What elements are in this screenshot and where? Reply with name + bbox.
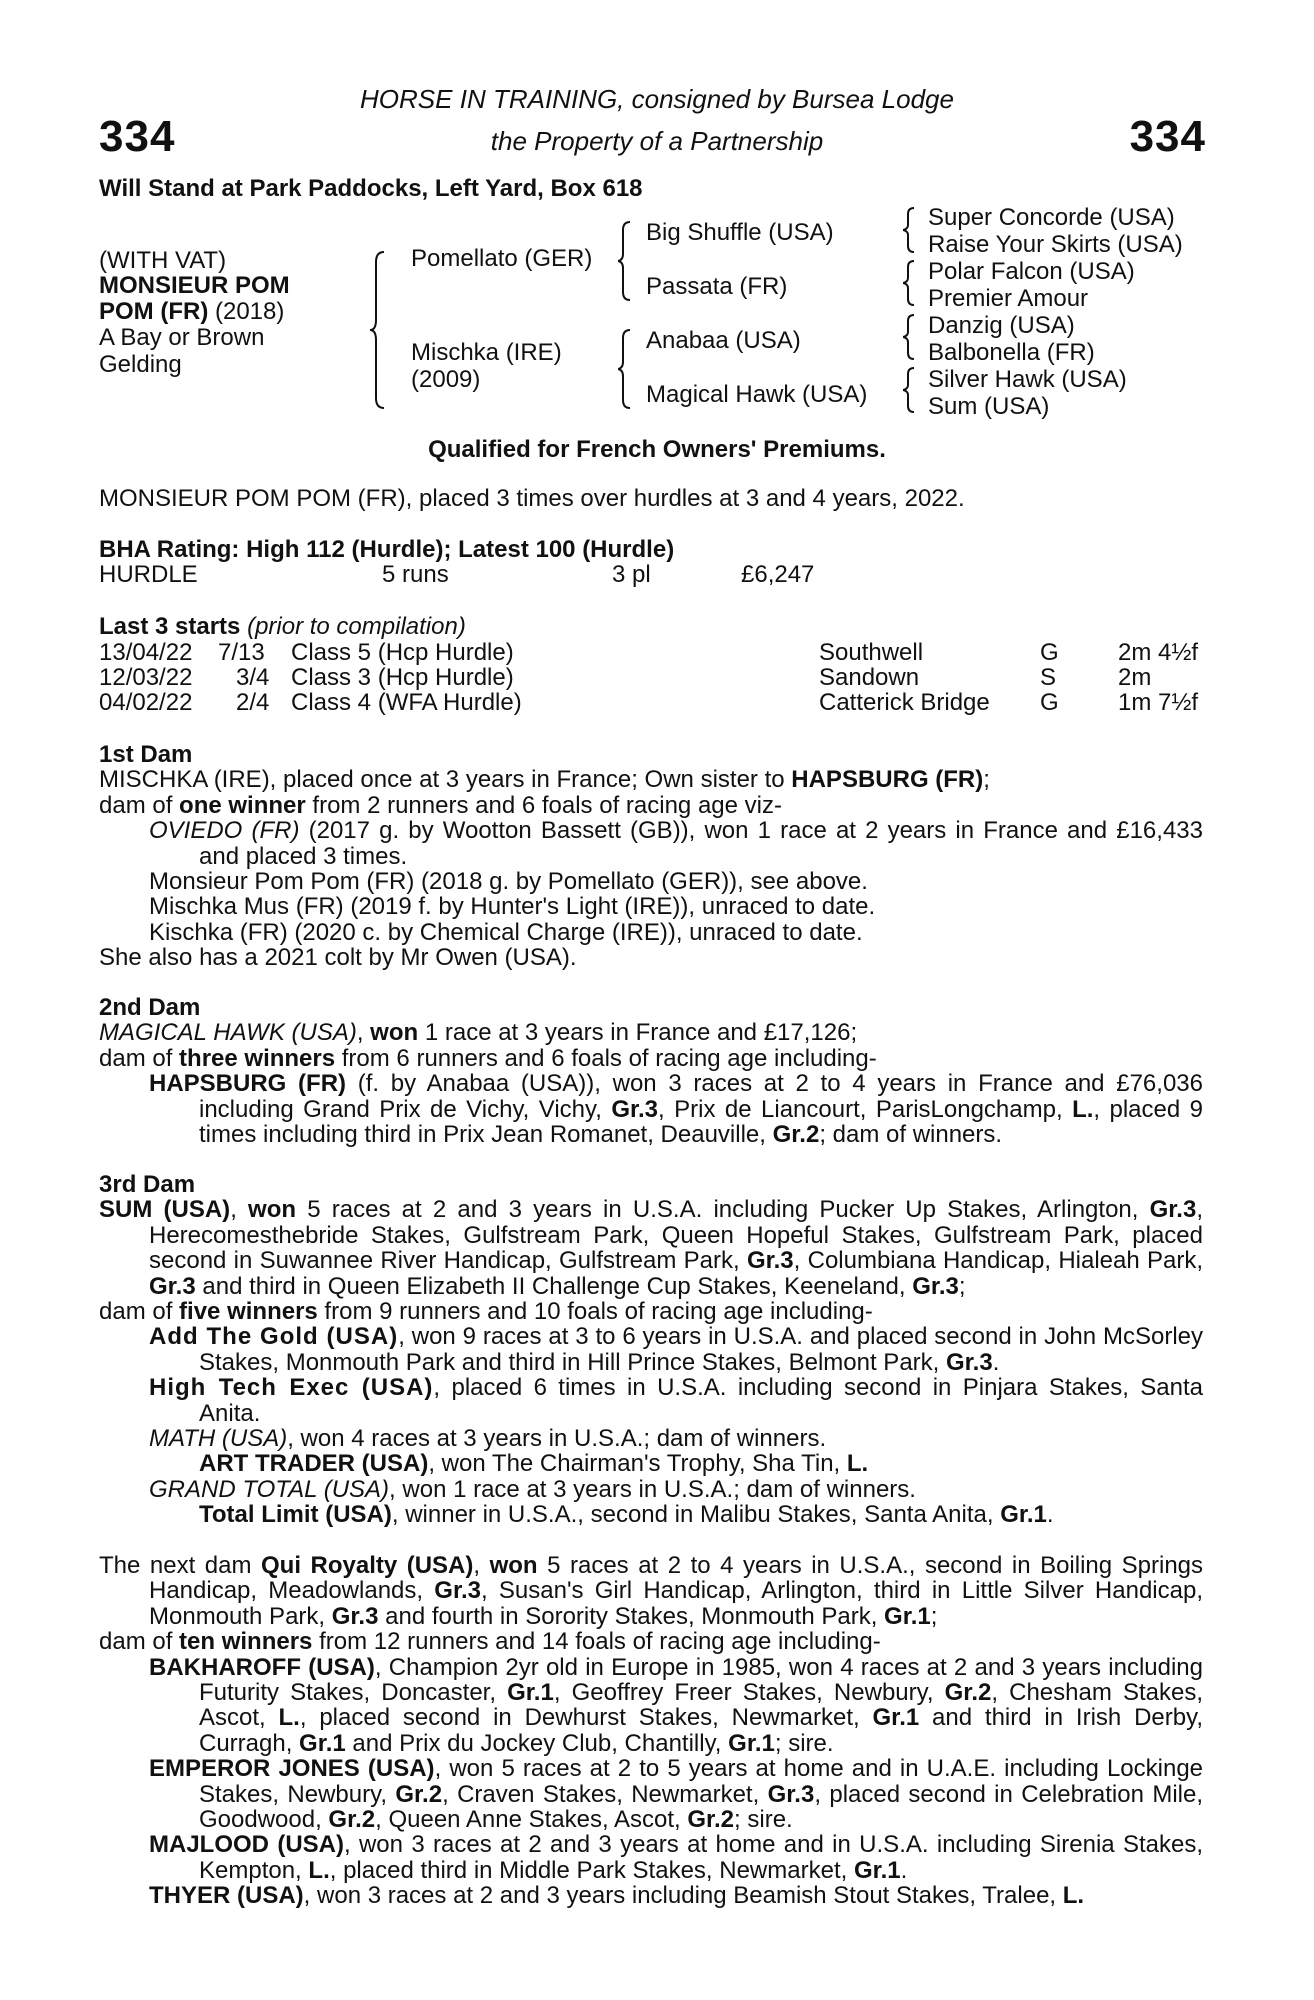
detail: , Susan's Girl Handicap, Arlington, third in Little Silver Handicap, Monmouth Park, — [149, 1577, 1203, 1630]
dam2-offspring-1 — [99, 1071, 1203, 1147]
offspring-detail: and third in Irish Derby, Curragh, — [199, 1704, 1203, 1757]
grade: Gr.1 — [872, 1704, 920, 1732]
lot-number-right: 334 — [1129, 112, 1206, 161]
offspring-name: MATH (USA) — [149, 1425, 288, 1453]
detail: , Columbiana Handicap, Hialeah Park, — [793, 1247, 1204, 1275]
pedigree-dam: Mischka (IRE) — [411, 339, 562, 366]
row-pos: 3/4 — [236, 664, 270, 691]
offspring-detail: , won 3 races at 2 and 3 years at home and in U.S.A. including Sirenia Stakes, Kempton, — [199, 1831, 1203, 1884]
offspring-detail: , winner in U.S.A., second in Malibu Stakes, Santa Anita, — [391, 1501, 1001, 1529]
detail: 5 races at 2 to 4 years in U.S.A., second in Boiling Springs Handicap, Meadowlands, — [149, 1552, 1204, 1605]
row-distance: 2m 4½f — [1118, 639, 1199, 666]
dam2-title: 2nd Dam — [99, 994, 201, 1021]
horse-desc1: A Bay or Brown — [99, 324, 265, 351]
dam1-desc-a: MISCHKA (IRE), placed once at 3 years in France; Own sister to — [99, 766, 792, 794]
grade: L. — [308, 1856, 330, 1884]
dam3-produce — [99, 1299, 1203, 1324]
grade: Gr.1 — [507, 1679, 554, 1707]
grade: Gr.3 — [434, 1577, 481, 1605]
grade: Gr.3 — [767, 1780, 815, 1808]
grade: Gr.3 — [912, 1272, 959, 1300]
rating-runs: 5 runs — [382, 561, 449, 588]
dam1-offspring-2: Monsieur Pom Pom (FR) (2018 g. by Pomellato (GER)), see above. — [149, 868, 868, 896]
offspring-name: High Tech Exec (USA) — [149, 1374, 434, 1402]
pedigree-brace-sire — [618, 220, 634, 302]
offspring-detail: and Prix du Jockey Club, Chantilly, — [345, 1729, 729, 1757]
pedigree-brace-2 — [903, 259, 917, 307]
nextdam-offspring-2 — [99, 1756, 1203, 1832]
grade: L. — [1062, 1882, 1085, 1910]
pedigree-brace-dam — [618, 328, 634, 410]
offspring-detail: , placed 9 times including third in Prix Jean Romanet, Deauville, — [199, 1095, 1203, 1149]
row-race: Class 3 (Hcp Hurdle) — [291, 664, 514, 691]
grade: Gr.1 — [299, 1729, 346, 1757]
offspring-detail: , placed 6 times in U.S.A. including second in Pinjara Stakes, Santa Anita. — [199, 1374, 1204, 1427]
won: won — [248, 1196, 297, 1224]
produce-a: dam of — [99, 1298, 180, 1326]
last3-note: (prior to compilation) — [247, 613, 466, 640]
row-race: Class 5 (Hcp Hurdle) — [291, 639, 514, 666]
row-race: Class 4 (WFA Hurdle) — [291, 689, 522, 716]
offspring-name: HAPSBURG (FR) — [149, 1070, 347, 1098]
dam2-record: 1 race at 3 years in France and £17,126; — [418, 1019, 858, 1047]
offspring-detail: . — [1046, 1501, 1054, 1529]
grade: Gr.3 — [331, 1602, 379, 1630]
row-course: Catterick Bridge — [819, 689, 990, 716]
offspring-name: THYER (USA) — [149, 1882, 304, 1910]
row-distance: 1m 7½f — [1118, 689, 1199, 716]
detail: ; — [958, 1272, 966, 1300]
grade: L. — [846, 1450, 869, 1478]
horse-year: (2018) — [208, 298, 285, 325]
pedigree-dss: Danzig (USA) — [928, 312, 1075, 339]
sep: , — [230, 1196, 249, 1224]
pedigree-dsd: Balbonella (FR) — [928, 339, 1095, 366]
dam1-produce-a: dam of — [99, 791, 180, 819]
nextdam-offspring-3 — [99, 1832, 1203, 1883]
dam1-offspring-1 — [99, 818, 1203, 869]
dam3-name: SUM (USA) — [99, 1196, 231, 1224]
dam3-offspring-1 — [99, 1324, 1203, 1375]
pedigree-brace-4 — [903, 366, 917, 414]
horse-name-line1: MONSIEUR POM — [99, 272, 290, 299]
grade: Gr.1 — [853, 1856, 901, 1884]
offspring-detail: , Queen Anne Stakes, Ascot, — [375, 1806, 688, 1834]
grade: Gr.3 — [611, 1095, 659, 1123]
dam2-produce — [99, 1046, 1203, 1071]
rating-title: BHA Rating: High 112 (Hurdle); Latest 100 (Hurdle) — [99, 536, 675, 563]
lot-number-left: 334 — [99, 112, 176, 161]
last3-heading — [99, 614, 466, 639]
pedigree-dds: Silver Hawk (USA) — [928, 366, 1127, 393]
offspring-name: ART TRADER (USA) — [199, 1450, 429, 1478]
offspring-detail: ; dam of winners. — [819, 1121, 1003, 1149]
offspring-name: MAJLOOD (USA) — [149, 1831, 344, 1859]
dam1-desc — [99, 767, 1203, 792]
dam3-offspring-3 — [99, 1426, 1203, 1451]
offspring-detail: , won 5 races at 2 to 5 years at home and in U.A.E. including Lockinge Stakes, Newbury, — [199, 1755, 1204, 1808]
nextdam-name: Qui Royalty (USA) — [260, 1552, 474, 1579]
row-course: Sandown — [819, 664, 920, 691]
won: won — [489, 1552, 538, 1579]
offspring-detail: , Craven Stakes, Newmarket, — [442, 1780, 768, 1808]
offspring-detail: , Prix de Liancourt, ParisLongchamp, — [658, 1095, 1073, 1123]
dam1-note: She also has a 2021 colt by Mr Owen (USA). — [99, 944, 577, 972]
grade: Gr.2 — [944, 1679, 992, 1707]
dam1-desc-c: ; — [983, 766, 990, 794]
offspring-detail: . — [992, 1348, 1000, 1376]
row-date: 04/02/22 — [99, 689, 193, 716]
row-date: 13/04/22 — [99, 639, 193, 666]
nextdam-produce — [99, 1629, 1203, 1654]
pedigree-dam-year: (2009) — [411, 366, 481, 393]
produce-c: from 9 runners and 10 foals of racing age including- — [317, 1298, 873, 1326]
offspring-detail: , won 1 race at 3 years in U.S.A.; dam of winners. — [389, 1475, 916, 1503]
offspring-detail: . — [900, 1856, 908, 1884]
pedigree-dam-dam: Magical Hawk (USA) — [646, 381, 868, 408]
dam3-section — [99, 1172, 1203, 1528]
pedigree-dam-sire: Anabaa (USA) — [646, 327, 801, 354]
produce-b: ten winners — [179, 1628, 313, 1656]
dam3-offspring-2 — [99, 1375, 1203, 1426]
grade: Gr.3 — [946, 1348, 993, 1376]
dam3-grandoffspring-2 — [99, 1502, 1203, 1527]
pedigree-brace-3 — [903, 313, 917, 361]
dam1-desc-b: HAPSBURG (FR) — [791, 766, 984, 794]
row-going: G — [1040, 689, 1059, 716]
offspring-name: EMPEROR JONES (USA) — [149, 1755, 435, 1783]
dam1-produce-b: one winner — [179, 791, 306, 819]
horse-name-line2 — [99, 299, 284, 324]
grade: L. — [1072, 1095, 1094, 1123]
grade: Gr.1 — [1000, 1501, 1047, 1529]
nextdam-offspring-4 — [99, 1883, 1203, 1908]
grade: Gr.1 — [728, 1729, 775, 1757]
pedigree-sire-sire: Big Shuffle (USA) — [646, 219, 834, 246]
grade: Gr.1 — [884, 1602, 931, 1630]
last3-title: Last 3 starts — [99, 613, 241, 640]
pedigree-brace-1 — [903, 206, 917, 254]
grade: Gr.3 — [1149, 1196, 1197, 1224]
grade: Gr.2 — [328, 1806, 376, 1834]
dam2-produce-a: dam of — [99, 1044, 180, 1072]
row-going: G — [1040, 639, 1059, 666]
detail: 5 races at 2 and 3 years in U.S.A. including Pucker Up Stakes, Arlington, — [296, 1196, 1150, 1224]
dam2-sep: , — [356, 1019, 371, 1047]
pedigree-sss: Super Concorde (USA) — [928, 204, 1175, 231]
dam1-produce — [99, 793, 1203, 818]
pedigree-sdd: Premier Amour — [928, 285, 1089, 312]
pedigree-ddd: Sum (USA) — [928, 393, 1050, 420]
offspring-name: Add The Gold (USA) — [149, 1323, 399, 1351]
detail: , Herecomesthebride Stakes, Gulfstream Park, Queen Hopeful Stakes, Gulfstream Park, placed second in Suwannee River Handicap, Gulfstream Park, — [149, 1196, 1203, 1275]
offspring-detail: , Geoffrey Freer Stakes, Newbury, — [553, 1679, 945, 1707]
pedigree-brace-main — [370, 250, 390, 410]
nextdam-offspring-1 — [99, 1655, 1203, 1757]
offspring-detail: , won 4 races at 3 years in U.S.A.; dam of winners. — [287, 1425, 827, 1453]
summary-line: MONSIEUR POM POM (FR), placed 3 times over hurdles at 3 and 4 years, 2022. — [99, 485, 965, 512]
rating-prize: £6,247 — [741, 561, 815, 588]
dam3-desc — [99, 1197, 1203, 1299]
pedigree-sire-dam: Passata (FR) — [646, 273, 788, 300]
dam1-offspring-3: Mischka Mus (FR) (2019 f. by Hunter's Light (IRE)), unraced to date. — [149, 893, 876, 921]
grade: Gr.3 — [149, 1272, 196, 1300]
detail: and third in Queen Elizabeth II Challenge Cup Stakes, Keeneland, — [195, 1272, 913, 1300]
dam2-section — [99, 995, 1203, 1147]
pedigree-ssd: Raise Your Skirts (USA) — [928, 231, 1183, 258]
dam1-offspring-4: Kischka (FR) (2020 c. by Chemical Charge (IRE)), unraced to date. — [149, 918, 863, 946]
row-pos: 7/13 — [218, 639, 265, 666]
offspring-detail: , won 9 races at 3 to 6 years in U.S.A. and placed second in John McSorley Stakes, Monmouth Park and third in Hill Prince Stakes, Belmont Park, — [199, 1323, 1204, 1376]
stand-location: Will Stand at Park Paddocks, Left Yard, Box 618 — [99, 175, 643, 202]
dam2-won: won — [370, 1019, 419, 1047]
header-property: the Property of a Partnership — [490, 126, 824, 156]
offspring-name: OVIEDO (FR) — [149, 817, 300, 845]
row-going: S — [1040, 664, 1057, 691]
row-distance: 2m — [1118, 664, 1152, 691]
dam2-produce-c: from 6 runners and 6 foals of racing age including- — [335, 1044, 877, 1072]
offspring-detail: , placed third in Middle Park Stakes, Newmarket, — [329, 1856, 854, 1884]
offspring-detail: , Chesham Stakes, Ascot, — [199, 1679, 1203, 1732]
dam1-section — [99, 742, 1203, 971]
offspring-name: Total Limit (USA) — [199, 1501, 392, 1529]
offspring-name: BAKHAROFF (USA) — [149, 1653, 375, 1681]
nextdam-desc — [99, 1553, 1203, 1629]
lead: The next dam — [99, 1552, 261, 1579]
dam2-name: MAGICAL HAWK (USA) — [99, 1019, 357, 1047]
offspring-detail: , won 3 races at 2 and 3 years including Beamish Stout Stakes, Tralee, — [303, 1882, 1063, 1910]
dam2-produce-b: three winners — [179, 1044, 336, 1072]
row-pos: 2/4 — [236, 689, 270, 716]
offspring-name: GRAND TOTAL (USA) — [149, 1475, 390, 1503]
grade: Gr.2 — [772, 1121, 820, 1149]
row-course: Southwell — [819, 639, 924, 666]
dam1-produce-c: from 2 runners and 6 foals of racing age viz- — [305, 791, 782, 819]
horse-desc2: Gelding — [99, 351, 182, 378]
grade: Gr.2 — [395, 1780, 443, 1808]
dam3-title: 3rd Dam — [99, 1171, 196, 1198]
vat-note: (WITH VAT) — [99, 247, 227, 274]
detail: ; — [930, 1602, 938, 1630]
offspring-detail: , placed second in Dewhurst Stakes, Newmarket, — [299, 1704, 873, 1732]
offspring-detail: ; sire. — [774, 1729, 834, 1757]
offspring-detail: (f. by Anabaa (USA)), won 3 races at 2 to 4 years in France and £76,036 including Grand Prix de Vichy, Vichy, — [199, 1070, 1203, 1123]
premiums-note: Qualified for French Owners' Premiums. — [428, 436, 886, 463]
offspring-detail: , placed second in Celebration Mile, Goodwood, — [199, 1780, 1203, 1834]
sep: , — [473, 1552, 490, 1579]
offspring-detail: , Champion 2yr old in Europe in 1985, won 4 races at 2 and 3 years including Futurity Stakes, Doncaster, — [199, 1653, 1203, 1707]
offspring-detail: ; sire. — [734, 1806, 793, 1834]
dam3-offspring-4 — [99, 1477, 1203, 1502]
nextdam-section — [99, 1553, 1203, 1909]
detail: and fourth in Sorority Stakes, Monmouth Park, — [378, 1602, 885, 1630]
grade: Gr.3 — [746, 1247, 794, 1275]
header-consignor: HORSE IN TRAINING, consigned by Bursea Lodge — [360, 84, 954, 114]
pedigree-sire: Pomellato (GER) — [411, 245, 593, 272]
grade: L. — [278, 1704, 300, 1732]
produce-c: from 12 runners and 14 foals of racing age including- — [312, 1628, 881, 1656]
rating-placed: 3 pl — [612, 561, 651, 588]
rating-type: HURDLE — [99, 561, 198, 588]
dam2-desc — [99, 1020, 1203, 1045]
produce-b: five winners — [179, 1298, 318, 1326]
offspring-detail: (2017 g. by Wootton Bassett (GB)), won 1 race at 2 years in France and £16,433 and placed 3 times. — [199, 817, 1203, 870]
produce-a: dam of — [99, 1628, 180, 1656]
dam1-title: 1st Dam — [99, 741, 193, 768]
offspring-detail: , won The Chairman's Trophy, Sha Tin, — [428, 1450, 847, 1478]
pedigree-sds: Polar Falcon (USA) — [928, 258, 1135, 285]
dam3-grandoffspring-1 — [99, 1451, 1203, 1476]
horse-name-line2-text: POM (FR) — [99, 298, 209, 325]
row-date: 12/03/22 — [99, 664, 193, 691]
grade: Gr.2 — [687, 1806, 735, 1834]
